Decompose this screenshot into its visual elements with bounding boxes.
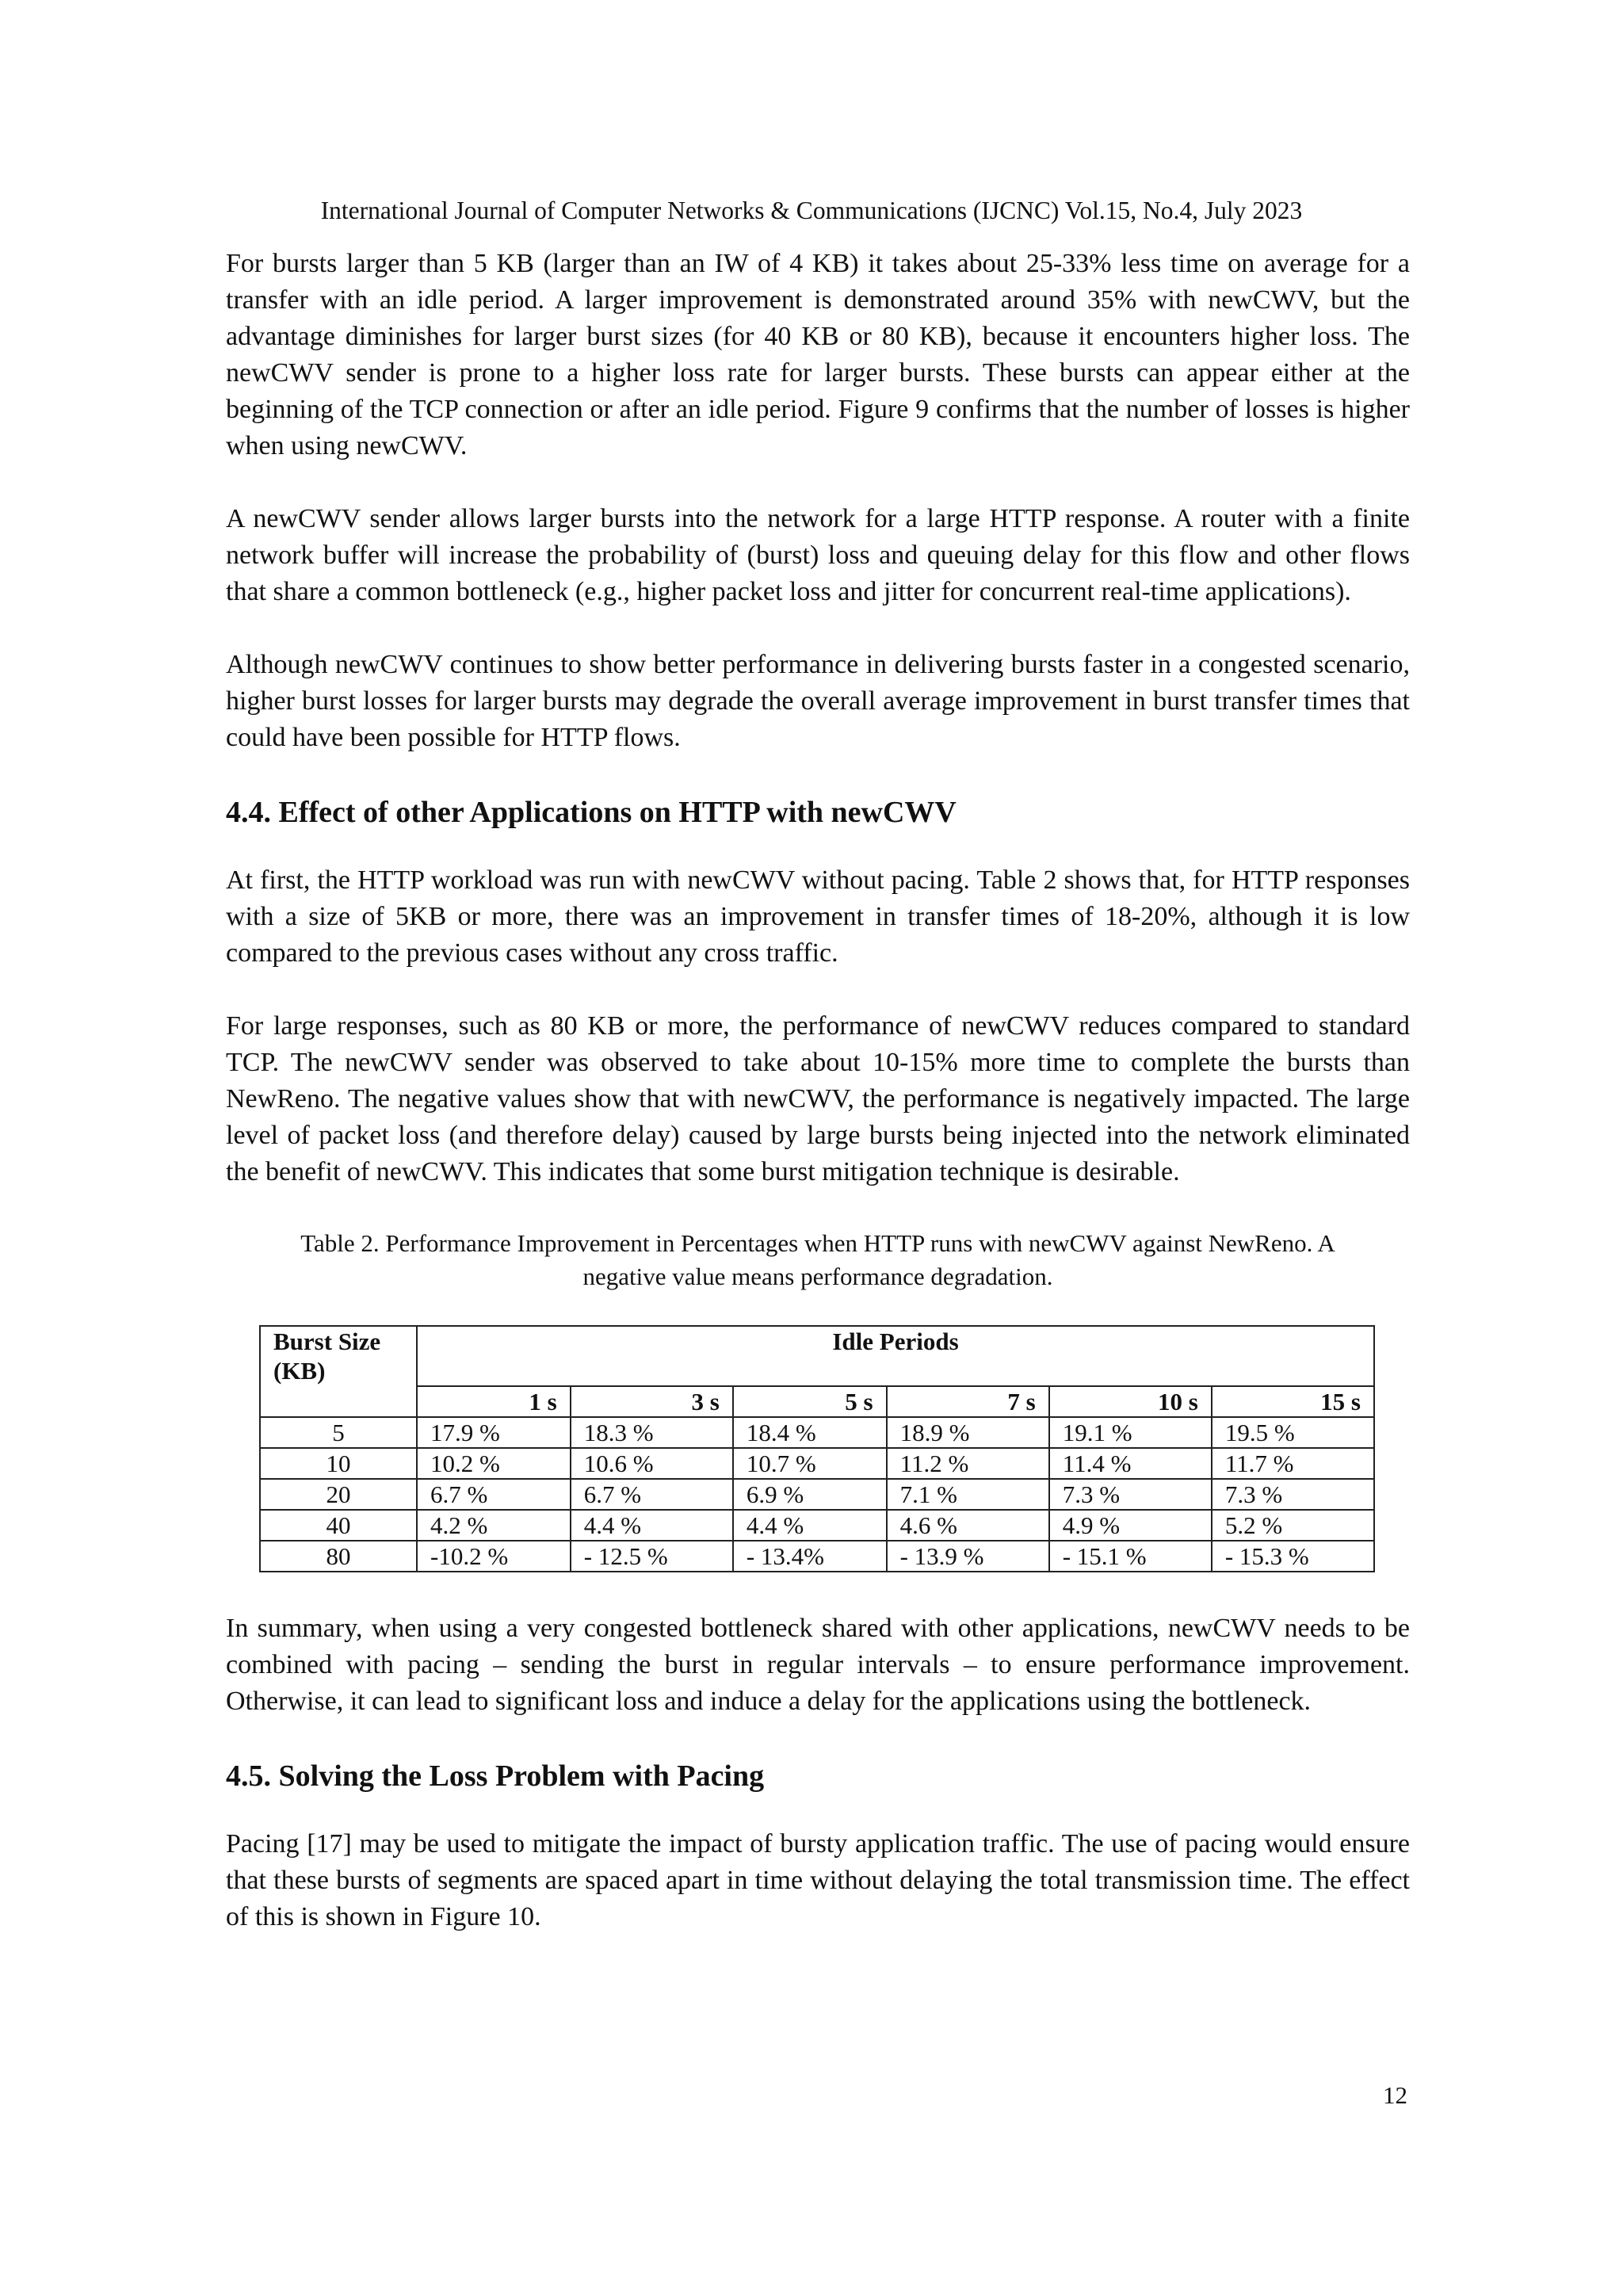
burst-size-cell: 10 (260, 1448, 417, 1479)
period-header: 7 s (887, 1386, 1049, 1417)
burst-size-cell: 40 (260, 1510, 417, 1541)
value-cell: 18.4 % (733, 1417, 887, 1448)
value-cell: 18.3 % (571, 1417, 733, 1448)
paragraph-router-buffer: A newCWV sender allows larger bursts into the network for a large HTTP response. A router with a finite network buffer will increase the probability of (burst) loss and queuing delay for this flow and other flows that share a common bottleneck (e.g., higher packet loss and jitter for concurrent real-time applications). (226, 504, 1410, 606)
paragraph-pacing: Pacing [17] may be used to mitigate the impact of bursty application traffic. The use of pacing would ensure that these bursts of segments are spaced apart in time without delaying the total transmission time. The effect of this is shown in Figure 10. (226, 1829, 1410, 1931)
value-cell: 11.7 % (1212, 1448, 1374, 1479)
period-header: 5 s (733, 1386, 887, 1417)
burst-size-header (260, 1326, 417, 1417)
value-cell: 11.4 % (1049, 1448, 1212, 1479)
burst-size-header-line-1: Burst Size (273, 1328, 381, 1355)
table-caption (226, 1227, 1410, 1293)
value-cell: 6.7 % (571, 1479, 733, 1510)
idle-periods-header: Idle Periods (417, 1326, 1374, 1386)
page-body (226, 246, 1410, 1935)
value-cell: 5.2 % (1212, 1510, 1374, 1541)
value-cell: - 15.3 % (1212, 1541, 1374, 1572)
section-heading-4-5: 4.5. Solving the Loss Problem with Pacing (226, 1759, 765, 1793)
paragraph-large-responses: For large responses, such as 80 KB or more, the performance of newCWV reduces compared to standard TCP. The newCWV sender was observed to take about 10-15% more time to complete the bursts than NewReno. The negative values show that with newCWV, the performance is negatively impacted. The large level of packet loss (and therefore delay) caused by large bursts being injected into the network eliminated the benefit of newCWV. This indicates that some burst mitigation technique is desirable. (226, 1011, 1410, 1186)
value-cell: 11.2 % (887, 1448, 1049, 1479)
burst-size-header-line-2: (KB) (273, 1357, 326, 1385)
value-cell: 6.7 % (417, 1479, 571, 1510)
running-header: International Journal of Computer Networks & Communications (IJCNC) Vol.15, No.4, July 2023 (320, 197, 1303, 224)
table-row (260, 1541, 1374, 1572)
period-header: 3 s (571, 1386, 733, 1417)
paragraph-http-workload: At first, the HTTP workload was run with newCWV without pacing. Table 2 shows that, for HTTP responses with a size of 5KB or more, there was an improvement in transfer times of 18-20%, although it is low compared to the previous cases without any cross traffic. (226, 865, 1410, 968)
value-cell: - 15.1 % (1049, 1541, 1212, 1572)
paragraph-congested-scenario: Although newCWV continues to show better performance in delivering bursts faster in a congested scenario, higher burst losses for larger bursts may degrade the overall average improvement in burst transfer times that could have been possible for HTTP flows. (226, 650, 1410, 752)
value-cell: 4.4 % (733, 1510, 887, 1541)
value-cell: 7.1 % (887, 1479, 1049, 1510)
value-cell: 4.6 % (887, 1510, 1049, 1541)
value-cell: - 13.9 % (887, 1541, 1049, 1572)
value-cell: - 13.4% (733, 1541, 887, 1572)
paragraph-summary: In summary, when using a very congested bottleneck shared with other applications, newCWV needs to be combined with pacing – sending the burst in regular intervals – to ensure performance improvement. Otherwise, it can lead to significant loss and induce a delay for the applications using the bottleneck. (226, 1614, 1410, 1716)
value-cell: 6.9 % (733, 1479, 887, 1510)
value-cell: 4.4 % (571, 1510, 733, 1541)
table-row (260, 1510, 1374, 1541)
value-cell: 19.1 % (1049, 1417, 1212, 1448)
value-cell: 7.3 % (1049, 1479, 1212, 1510)
burst-size-cell: 80 (260, 1541, 417, 1572)
performance-table (259, 1325, 1375, 1572)
value-cell: 7.3 % (1212, 1479, 1374, 1510)
table-header-row (260, 1326, 1374, 1386)
table-row (260, 1417, 1374, 1448)
value-cell: 17.9 % (417, 1417, 571, 1448)
table-row (260, 1448, 1374, 1479)
period-header: 1 s (417, 1386, 571, 1417)
table-row (260, 1479, 1374, 1510)
page-number: 12 (1383, 2081, 1407, 2109)
period-header: 10 s (1049, 1386, 1212, 1417)
value-cell: 10.6 % (571, 1448, 733, 1479)
value-cell: 4.2 % (417, 1510, 571, 1541)
paragraph-burst-sizes: For bursts larger than 5 KB (larger than an IW of 4 KB) it takes about 25-33% less time on average for a transfer with an idle period. A larger improvement is demonstrated around 35% with newCWV, but the advantage diminishes for larger burst sizes (for 40 KB or 80 KB), because it encounters higher loss. The newCWV sender is prone to a higher loss rate for larger bursts. These bursts can appear either at the beginning of the TCP connection or after an idle period. Figure 9 confirms that the number of losses is higher when using newCWV. (226, 249, 1410, 460)
value-cell: 10.2 % (417, 1448, 571, 1479)
burst-size-cell: 5 (260, 1417, 417, 1448)
table-caption-line-2: negative value means performance degradation. (582, 1263, 1053, 1290)
burst-size-cell: 20 (260, 1479, 417, 1510)
value-cell: 4.9 % (1049, 1510, 1212, 1541)
section-heading-4-4: 4.4. Effect of other Applications on HTTP with newCWV (226, 796, 957, 829)
value-cell: -10.2 % (417, 1541, 571, 1572)
table-caption-line-1: Table 2. Performance Improvement in Percentages when HTTP runs with newCWV against NewReno. A (300, 1229, 1335, 1257)
period-header-row (260, 1386, 1374, 1417)
period-header: 15 s (1212, 1386, 1374, 1417)
value-cell: - 12.5 % (571, 1541, 733, 1572)
value-cell: 19.5 % (1212, 1417, 1374, 1448)
value-cell: 10.7 % (733, 1448, 887, 1479)
value-cell: 18.9 % (887, 1417, 1049, 1448)
